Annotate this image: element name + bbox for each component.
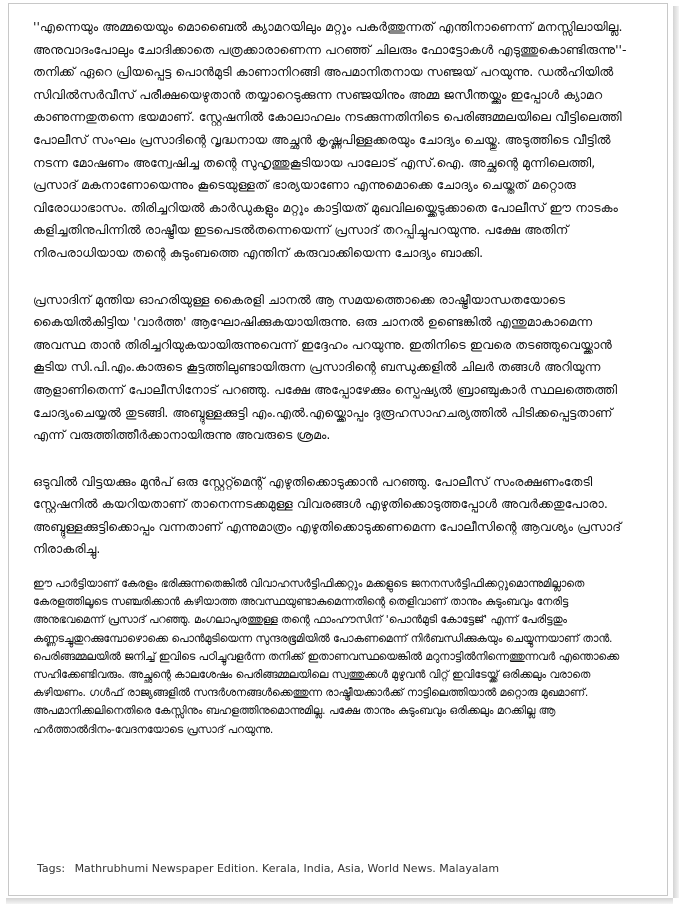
tags-list[interactable]: Mathrubhumi Newspaper Edition. Kerala, India, Asia, World News. Malayalam	[74, 862, 500, 875]
tags-line	[37, 862, 499, 875]
article-paragraph-4: ഈ പാർട്ടിയാണ് കേരളം ഭരിക്കുന്നതെങ്കിൽ വിവാഹസർട്ടിഫിക്കറ്റും മക്കളുടെ ജനനസർട്ടിഫിക്കറ്റുമൊന്നുമില്ലാതെ കേരളത്തിലൂടെ സഞ്ചരിക്കാൻ കഴിയാത്ത അവസ്ഥയുണ്ടാകുമെന്നതിന്റെ തെളിവാണ് താനും കുടുംബവും നേരിട്ട അനുഭവമെന്ന് പ്രസാദ് പറഞ്ഞു. മംഗലാപുരത്തുള്ള തന്റെ ഫാംഹൗസിന് 'പൊൻമുടി കോട്ടേജ്' എന്ന് പേരിട്ടതും കണ്ണടച്ചുതുറക്കുമ്പോഴൊക്കെ പൊൻമുടിയെന്ന സുന്ദരഭൂമിയിൽ പോകണമെന്ന് നിർബന്ധിക്കുകയും ചെയ്യുന്നയാണ് താൻ. പെരിങ്ങമ്മലയിൽ ജനിച്ച് ഇവിടെ പഠിച്ചുവളർന്ന തനിക്ക് ഇതാണവസ്ഥയെങ്കിൽ മറുനാട്ടിൽനിന്നെത്തുന്നവർ എന്തൊക്കെ സഹിക്കേണ്ടിവരും. അച്ഛന്റെ കാലശേഷം പെരിങ്ങമ്മലയിലെ സ്വത്തുക്കൾ മുഴുവൻ വിറ്റ് ഇവിടേയ്ക്ക് ഒരിക്കലും വരാതെ കഴിയണം. ഗൾഫ് രാജ്യങ്ങളിൽ സന്ദർശനങ്ങൾക്കെത്തുന്ന രാഷ്ട്രീയക്കാർക്ക് നാട്ടിലെത്തിയാൽ മറ്റൊരു മുഖമാണ്. അപമാനിക്കലിനെതിരെ കേസ്സിനും ബഹളത്തിനുമൊന്നുമില്ല. പക്ഷേ താനും കുടുംബവും ഒരിക്കലും മറക്കില്ല ആ ഹർത്താൽദിനം-വേദനയോടെ പ്രസാദ് പറയുന്നു.	[33, 577, 620, 736]
tags-label: Tags:	[37, 862, 66, 875]
frame-shadow-bottom	[6, 898, 673, 904]
article-body	[33, 16, 633, 753]
article-paragraph-2: പ്രസാദിന് മുന്തിയ ഓഹരിയുള്ള കൈരളി ചാനൽ ആ സമയത്തൊക്കെ രാഷ്ട്രീയാന്ധതയോടെ കൈയിൽകിട്ടിയ 'വാർത്ത' ആഘോഷിക്കുകയായിരുന്നു. ഒരു ചാനൽ ഉണ്ടെങ്കിൽ എന്തുമാകാമെന്ന അവസ്ഥ താൻ തിരിച്ചറിയുകയായിരുന്നുവെന്ന് ഇദ്ദേഹം പറയുന്നു. ഇതിനിടെ ഇവരെ തടഞ്ഞുവെയ്ക്കാൻ കൂടിയ സി.പി.എം.കാരുടെ കൂട്ടത്തിലുണ്ടായിരുന്ന പ്രസാദിന്റെ ബന്ധുക്കളിൽ ചിലർ തങ്ങൾ അറിയുന്ന ആളാണിതെന്ന് പോലീസിനോട് പറഞ്ഞു. പക്ഷേ അപ്പോഴേക്കും സ്പെഷ്യൽ ബ്രാഞ്ചുകാർ സ്ഥലത്തെത്തി ചോദ്യംചെയ്യൽ തുടങ്ങി. അബ്ദുള്ളക്കുട്ടി എം.എൽ.എയ്ക്കൊപ്പം ദുരൂഹസാഹചര്യത്തിൽ പിടിക്കപ്പെട്ടതാണ് എന്ന് വരുത്തിത്തീർക്കാനായിരുന്നു അവരുടെ ശ്രമം.	[33, 291, 618, 443]
article-paragraph-3: ഒടുവിൽ വിട്ടയക്കും മുൻപ് ഒരു സ്റ്റേറ്റ്മെന്റ് എഴുതിക്കൊടുക്കാൻ പറഞ്ഞു. പോലീസ് സംരക്ഷണംതേടി സ്റ്റേഷനിൽ കയറിയതാണ് താനെന്നടക്കമുള്ള വിവരങ്ങൾ എഴുതിക്കൊടുത്തപ്പോൾ അവർക്കതുപോരാ. അബ്ദുള്ളക്കുട്ടിക്കൊപ്പം വന്നതാണ് എന്നുമാത്രം എഴുതിക്കൊടുക്കണമെന്ന പോലീസിന്റെ ആവശ്യം പ്രസാദ് നിരാകരിച്ചു.	[33, 473, 622, 557]
article-paragraph-1: ''എന്നെയും അമ്മയെയും മൊബൈൽ ക്യാമറയിലും മറ്റും പകർത്തുന്നത് എന്തിനാണെന്ന് മനസ്സിലായില്ല. അനുവാദംപോലും ചോദിക്കാതെ പത്രക്കാരാണെന്ന പറഞ്ഞ് ചിലരും ഫോട്ടോകൾ എടുത്തുകൊണ്ടിരുന്നു''- തനിക്ക് ഏറെ പ്രിയപ്പെട്ട പൊൻമുടി കാണാനിറങ്ങി അപമാനിതനായ സഞ്ജയ് പറയുന്നു. ഡൽഹിയിൽ സിവിൽസർവീസ് പരീക്ഷയെഴുതാൻ തയ്യാറെടുക്കുന്ന സഞ്ജയിനും അമ്മ ജസീന്തയ്ക്കും ഇപ്പോൾ ക്യാമറ കാണുന്നതുതന്നെ ഭയമാണ്. സ്റ്റേഷനിൽ കോലാഹലം നടക്കുന്നതിനിടെ പെരിങ്ങമ്മലയിലെ വീട്ടിലെത്തി പോലീസ് സംഘം പ്രസാദിന്റെ വൃദ്ധനായ അച്ഛൻ കൃഷ്ണപിള്ളക്കരയും ചോദ്യം ചെയ്തു. അടുത്തിടെ വീട്ടിൽ നടന്ന മോഷണം അന്വേഷിച്ച തന്റെ സുഹൃത്തുകൂടിയായ പാലോട് എസ്.ഐ. അച്ഛന്റെ മുന്നിലെത്തി, പ്രസാദ് മകനാണോയെന്നും കൂടെയുള്ളത് ഭാര്യയാണോ എന്നുമൊക്കെ ചോദ്യം ചെയ്തത് മറ്റൊരു വിരോധാഭാസം. തിരിച്ചറിയൽ കാർഡുകളും മറ്റും കാട്ടിയത് മുഖവിലയ്ക്കെടുക്കാതെ പോലീസ് ഈ നാടകം കളിച്ചതിനുപിന്നിൽ രാഷ്ട്രീയ ഇടപെടൽതന്നെയെന്ന് പ്രസാദ് തറപ്പിച്ചുപറയുന്നു. പക്ഷേ അതിന് നിരപരാധിയായ തന്റെ കുടുംബത്തെ എന്തിന് കരുവാക്കിയെന്ന ചോദ്യം ബാക്കി.	[33, 19, 627, 260]
frame-shadow-right	[673, 6, 679, 898]
scanned-page	[8, 3, 668, 896]
